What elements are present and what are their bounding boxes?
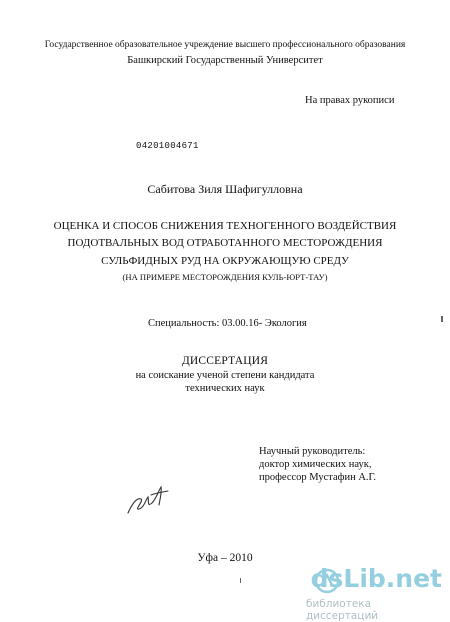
supervisor-degree: доктор химических наук, xyxy=(259,459,372,470)
institution-line: Государственное образовательное учреждение высшего профессионального образования xyxy=(44,40,406,50)
university-name: Башкирский Государственный Университет xyxy=(127,55,323,66)
city-year: Уфа – 2010 xyxy=(197,552,253,564)
dissertation-field-line: технических наук xyxy=(185,383,265,394)
dissertation-heading: ДИССЕРТАЦИЯ xyxy=(181,355,269,367)
author-name: Сабитова Зиля Шафигулловна xyxy=(147,182,303,196)
signature-icon xyxy=(124,480,172,518)
supervisor-name: профессор Мустафин А.Г. xyxy=(259,472,377,483)
title-subtitle: (НА ПРИМЕРЕ МЕСТОРОЖДЕНИЯ КУЛЬ-ЮРТ-ТАУ) xyxy=(122,272,328,282)
title-line-2: ПОДОТВАЛЬНЫХ ВОД ОТРАБОТАННОГО МЕСТОРОЖДЕНИЯ xyxy=(67,237,383,249)
watermark-caption: библиотека диссертаций xyxy=(306,598,379,622)
specialty-line: Специальность: 03.00.16- Экология xyxy=(148,318,307,329)
title-line-3: СУЛЬФИДНЫХ РУД НА ОКРУЖАЮЩУЮ СРЕДУ xyxy=(101,255,349,267)
registration-code: 04201004671 xyxy=(136,141,199,151)
watermark xyxy=(306,564,446,622)
title-line-1: ОЦЕНКА И СПОСОБ СНИЖЕНИЯ ТЕХНОГЕННОГО ВОЗДЕЙСТВИЯ xyxy=(53,220,397,232)
rights-note: На правах рукописи xyxy=(305,95,395,106)
supervisor-label: Научный руководитель: xyxy=(259,446,366,457)
scan-mark xyxy=(240,578,241,583)
watermark-brand: dsLib.net xyxy=(310,564,442,593)
scan-mark xyxy=(441,316,443,322)
dissertation-degree-line: на соискание ученой степени кандидата xyxy=(135,370,315,381)
